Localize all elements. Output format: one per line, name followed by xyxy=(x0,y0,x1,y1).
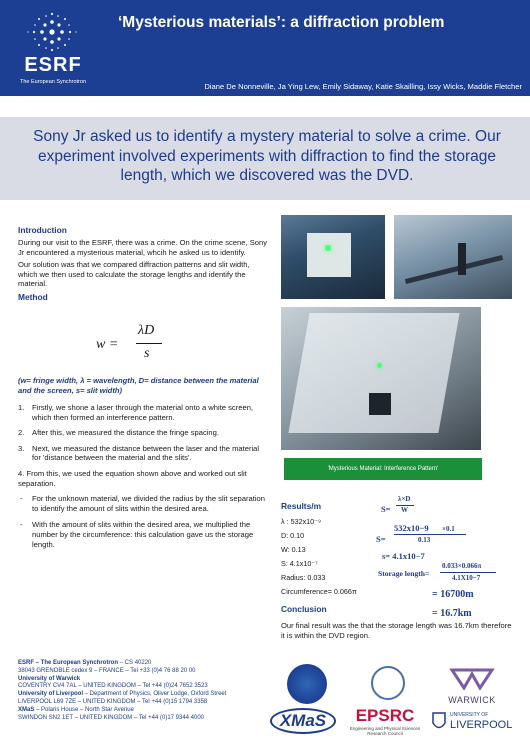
footer-line: SWINDON SN2 1ET – UNITED KINGDOM – Tel +44 (0)17 9344 4000 xyxy=(18,714,205,721)
xmas-logo-text: XMaS xyxy=(270,708,336,734)
warwick-logo xyxy=(444,668,500,705)
bullet-text: With the amount of slits within the desired area, we multiplied the number by the circumference: this calculation gave us the storage length. xyxy=(32,520,254,549)
material-photo xyxy=(281,307,481,450)
intro-paragraph-2: Our solution was that we compared diffraction patterns and slit width, which we then used to calculate the storage lengths and identify the material. xyxy=(18,260,250,289)
step-number: 1. xyxy=(18,403,25,412)
calc-s-label: S= xyxy=(381,504,391,514)
diffraction-formula xyxy=(96,323,186,368)
footer-xmas: XMaS xyxy=(18,706,35,713)
footer-line xyxy=(18,707,274,715)
conclusion-text: Our final result was the that the storage length was 16.7km therefore it is within the DVD region. xyxy=(281,621,512,640)
calc-storage-num: 0.033×0.066π xyxy=(442,562,482,570)
epsrc-logo-text: EPSRC xyxy=(355,706,415,725)
calc-s2-bar xyxy=(394,534,466,535)
method-step-4: 4. From this, we used the equation shown above and worked out slit separation. xyxy=(18,468,247,488)
calc-eq1: = 16700m xyxy=(432,589,474,600)
mount-clamp xyxy=(369,393,391,415)
method-step xyxy=(18,428,268,438)
bullet-dash-icon: - xyxy=(20,520,23,530)
result-row: D: 0.10 xyxy=(281,531,305,540)
footer-line xyxy=(18,691,274,699)
calc-s-num: λ×D xyxy=(398,495,411,503)
footer-liverpool: University of Liverpool xyxy=(18,691,84,698)
poster-title: ‘Mysterious materials’: a diffraction problem xyxy=(118,14,445,31)
summary-text: Sony Jr asked us to identify a mystery material to solve a crime. Our experiment involved experiments with diffraction to find the storage length, which we discovered was the DVD. xyxy=(33,128,501,184)
footer-warwick: University of Warwick xyxy=(18,675,81,682)
summary-banner xyxy=(0,117,530,200)
calc-s2-label: S= xyxy=(376,534,386,544)
liverpool-crest-icon xyxy=(432,712,446,732)
outreach-badge-logo xyxy=(287,664,327,704)
footer-line xyxy=(18,660,274,668)
formula-legend: (w= fringe width, λ = wavelength, D= distance between the material and the screen, s= slit width) xyxy=(18,376,259,395)
formula-denominator: s xyxy=(144,346,150,361)
footer-xmas-rest: – Polaris House – North Star Avenue xyxy=(34,706,134,713)
epsrc-logo xyxy=(348,706,422,740)
esrf-logo xyxy=(14,10,92,88)
liverpool-logo-text: LIVERPOOL xyxy=(450,719,513,731)
calc-s2-mul: ×0.1 xyxy=(442,525,455,533)
liverpool-logo xyxy=(432,710,514,736)
formula-bar xyxy=(136,343,162,344)
xmas-logo xyxy=(270,708,336,736)
method-steps xyxy=(18,403,268,556)
bullet-text: For the unknown material, we divided the radius by the slit separation to identify the amount of slits within the desired area. xyxy=(32,494,265,513)
laser-spot-icon xyxy=(325,245,331,251)
experiment-photo-1 xyxy=(281,215,385,299)
step-text: Next, we measured the distance between the laser and the material for 'distance between the material and the slits'. xyxy=(32,443,260,463)
bullet-dash-icon: - xyxy=(20,494,23,504)
step-text: Firstly, we shone a laser through the material onto a white screen, which then formed an interference pattern. xyxy=(32,403,254,422)
conclusion-heading: Conclusion xyxy=(281,604,327,614)
warwick-logo-text: WARWICK xyxy=(448,695,496,705)
warwick-crest-icon xyxy=(444,668,500,690)
experiment-photo-2 xyxy=(394,215,512,299)
footer-line: LIVERPOOL L69 7ZE – UNITED KINGDOM – Tel +44 (0)15 1794 3358 xyxy=(18,698,208,705)
footer-line: 38043 GRENOBLE cedex 9 – FRANCE – Tel +33 (0)4 76 88 20 00 xyxy=(18,667,196,674)
bench-rail xyxy=(405,255,503,284)
esrf-logo-sub: The European Synchrotron xyxy=(19,79,87,85)
result-row: W: 0.13 xyxy=(281,545,306,554)
method-step xyxy=(18,444,268,463)
results-section xyxy=(281,502,371,601)
intro-heading: Introduction xyxy=(18,225,67,235)
footer-esrf-rest: – CS 40220 xyxy=(118,660,152,666)
method-bullet xyxy=(18,494,268,513)
formula-lhs: w = xyxy=(96,337,119,352)
starburst-logo-icon xyxy=(24,10,80,54)
step-number: 3. xyxy=(18,443,25,453)
step-number: 2. xyxy=(18,428,25,438)
calc-storage-den: 4.1X10−7 xyxy=(452,574,481,582)
method-heading: Method xyxy=(18,292,48,303)
esrf-logo-text: ESRF xyxy=(24,54,82,76)
footer-esrf: ESRF – The European Synchrotron xyxy=(18,660,119,666)
contact-footer xyxy=(18,660,274,722)
calc-s2-den: 0.13 xyxy=(418,536,431,544)
result-row: λ : 532x10⁻⁹ xyxy=(281,517,322,526)
laser-spot-icon xyxy=(377,363,382,368)
result-row: Circumference= 0.066π xyxy=(281,587,357,596)
glass-sheet xyxy=(288,313,459,433)
calc-s3: s= 4.1x10−7 xyxy=(382,551,425,561)
photo-caption: 'Mysterious Material: Interference Pattern' xyxy=(284,458,482,480)
authors-line: Diane De Nonneville, Ja Ying Lew, Emily Sidaway, Katie Skailling, Issy Wicks, Maddie Fletcher xyxy=(204,82,522,91)
calc-storage-label: Storage length= xyxy=(378,569,430,578)
calc-s-den: W xyxy=(401,506,408,514)
result-row: S: 4.1x10⁻⁷ xyxy=(281,559,318,568)
institution-seal-logo xyxy=(371,666,405,700)
calc-storage-bar xyxy=(440,572,496,573)
liverpool-logo-top: UNIVERSITY OF xyxy=(450,712,489,718)
result-row: Radius: 0.033 xyxy=(281,573,326,582)
footer-line: COVENTRY CV4 7AL – UNITED KINGDOM – Tel +44 (0)24 7652 3523 xyxy=(18,683,208,690)
method-step xyxy=(18,403,268,422)
mount-post xyxy=(458,243,466,275)
formula-numerator: λD xyxy=(138,323,155,338)
results-heading: Results/m xyxy=(281,501,322,511)
poster-header xyxy=(0,0,530,96)
intro-section xyxy=(18,226,268,306)
epsrc-logo-sub: Engineering and Physical Sciences Research Council xyxy=(349,726,421,736)
screen-panel xyxy=(307,233,351,277)
calc-eq2: = 16.7km xyxy=(432,608,472,619)
step-text: After this, we measured the distance the fringe spacing. xyxy=(32,428,219,438)
method-bullet xyxy=(18,520,268,549)
footer-liverpool-rest: – Department of Physics, Oliver Lodge, Oxford Street xyxy=(83,691,227,698)
calc-s2-num: 532x10−9 xyxy=(394,523,429,533)
intro-paragraph-1: During our visit to the ESRF, there was a crime. On the crime scene, Sony Jr encountered a mysterious material, whcih he asked us to identify. xyxy=(18,238,268,257)
